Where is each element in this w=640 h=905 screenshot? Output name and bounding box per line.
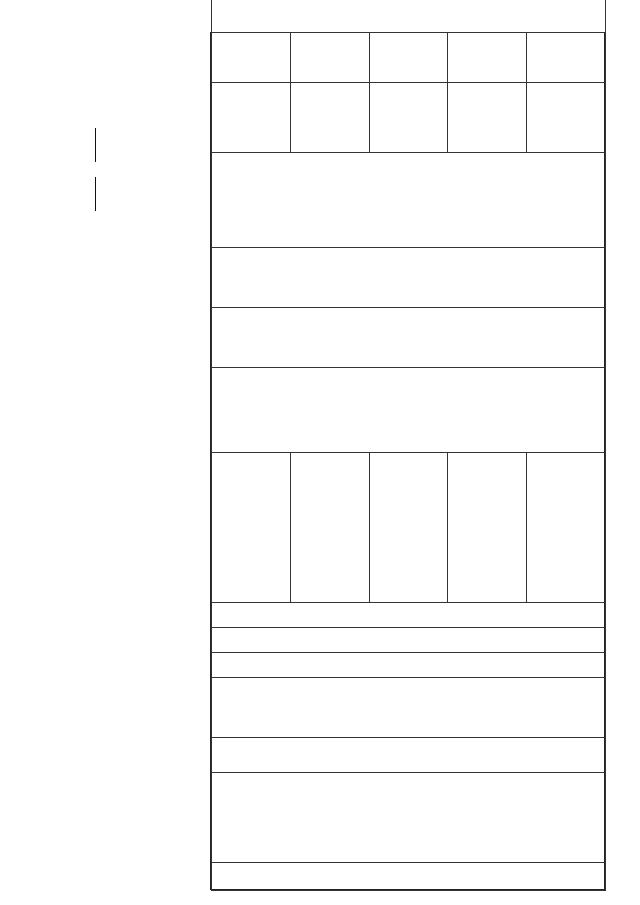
- cell-work: [212, 453, 291, 603]
- cell-unit: [448, 33, 527, 83]
- cell-code2: [212, 653, 606, 678]
- cell-metric: [212, 83, 291, 153]
- table-row: [212, 0, 291, 891]
- date-value: [95, 178, 96, 212]
- document-title: [82, 0, 100, 370]
- cell-metric: [369, 83, 448, 153]
- rotated-table: [211, 33, 606, 891]
- order-date-number: [84, 0, 100, 370]
- cell-code: [212, 738, 606, 773]
- cell-unit: [290, 33, 369, 83]
- cell-org: [212, 678, 606, 738]
- cell-empty: [212, 628, 606, 653]
- cell-unit: [369, 33, 448, 83]
- cell-result: [212, 153, 606, 248]
- cell-work: [527, 453, 606, 603]
- cell-activity-group: [212, 773, 606, 863]
- cell-metric: [448, 83, 527, 153]
- cell-fee: [212, 0, 606, 33]
- cell-unit: [212, 33, 291, 83]
- activities-table: [211, 0, 606, 891]
- cell-work: [448, 453, 527, 603]
- number-value: [95, 129, 96, 163]
- cell-metric: [290, 83, 369, 153]
- cell-note-ref: [212, 603, 606, 628]
- cell-work: [290, 453, 369, 603]
- row-number: [212, 863, 606, 891]
- cell-amount: [212, 368, 606, 453]
- cell-work: [369, 453, 448, 603]
- cell-metric: [527, 83, 606, 153]
- cell-sector: [212, 308, 606, 368]
- cell-unit: [527, 33, 606, 83]
- cell-regions: [212, 248, 606, 308]
- table-scan: [210, 32, 605, 890]
